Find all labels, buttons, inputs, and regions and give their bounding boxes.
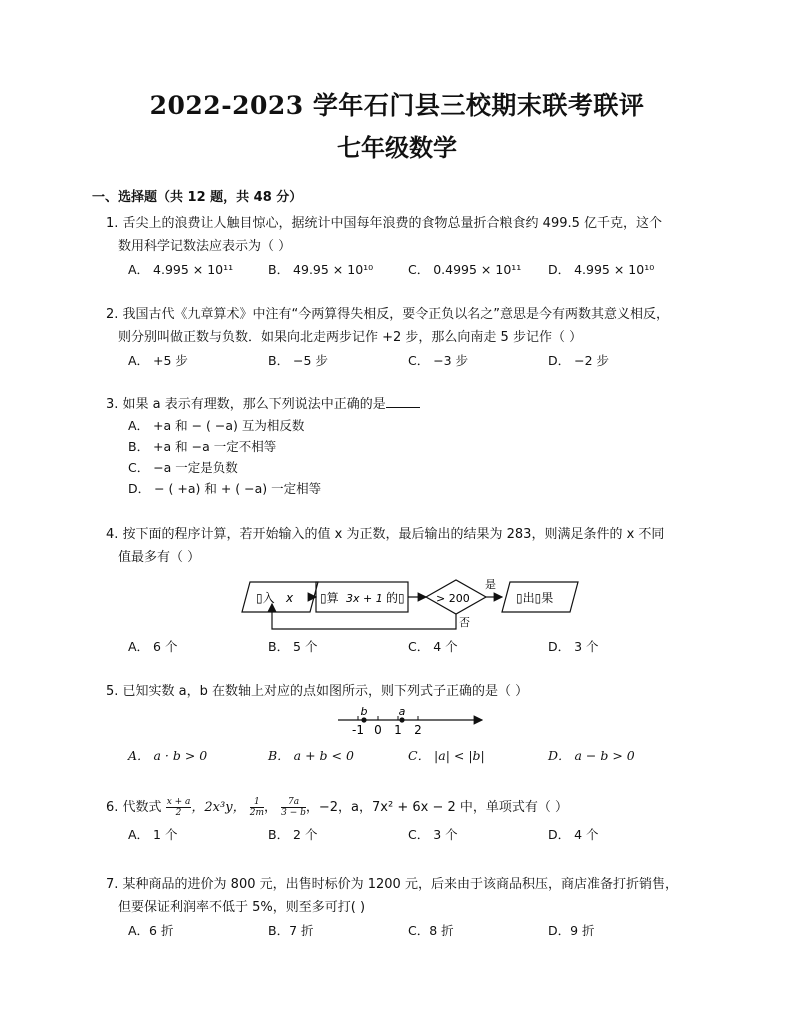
flow-compute-expr: 3x + 1: [346, 592, 383, 605]
option-c[interactable]: C． |a| < |b|: [408, 748, 485, 763]
option-a[interactable]: A．6 折: [128, 923, 174, 938]
option-d[interactable]: D． 3 个: [548, 639, 599, 654]
option-c[interactable]: C． 4 个: [408, 639, 458, 654]
option-d[interactable]: D． − ( +a) 和 + ( −a) 一定相等: [128, 481, 322, 496]
question-6-term2: ，2x³y，: [191, 800, 246, 815]
fraction-1-num: x + a: [166, 797, 191, 807]
option-c[interactable]: C． −3 步: [408, 353, 469, 368]
question-4-options: [106, 635, 716, 658]
flow-yes-label: 是: [485, 578, 496, 591]
question-6-prefix: 6. 代数式: [106, 800, 162, 815]
fraction-2-den: 2m: [249, 808, 264, 818]
option-a[interactable]: A． +5 步: [128, 353, 188, 368]
question-5-options: [106, 744, 716, 767]
section-heading: 一、选择题（共 12 题，共 48 分）: [92, 190, 303, 205]
number-line-point-b: [361, 717, 366, 722]
question-1-options: [106, 258, 716, 281]
question-2-options: [106, 349, 716, 372]
fraction-1: [166, 797, 192, 818]
question-4: [106, 523, 716, 569]
flow-input-label: ▯入: [256, 591, 275, 605]
page-subtitle: 七年级数学: [337, 133, 457, 162]
question-1-line1: 1. 舌尖上的浪费让人触目惊心，据统计中国每年浪费的食物总量折合粮食约 499.5 亿千克，这个: [106, 216, 663, 231]
option-c[interactable]: C． −a 一定是负数: [128, 460, 238, 475]
number-line-tick-label: 0: [374, 723, 382, 737]
flow-condition: > 200: [436, 592, 470, 605]
option-a[interactable]: A． +a 和 − ( −a) 互为相反数: [128, 418, 305, 433]
question-5-stem: 5. 已知实数 a，b 在数轴上对应的点如图所示，则下列式子正确的是（ ）: [106, 684, 529, 699]
question-6-sep2: ，: [263, 800, 277, 815]
question-7-options: [106, 919, 716, 942]
option-d[interactable]: D．9 折: [548, 923, 595, 938]
option-a[interactable]: A． 1 个: [128, 827, 178, 842]
flow-no-label: 否: [459, 616, 470, 629]
option-d[interactable]: D． a − b > 0: [548, 748, 635, 763]
fraction-3: [281, 797, 306, 818]
number-line-tick-label: -1: [352, 723, 364, 737]
question-7: [106, 873, 716, 942]
question-4-line2: 值最多有（ ）: [118, 550, 201, 565]
option-b[interactable]: B． 2 个: [268, 827, 318, 842]
answer-blank[interactable]: [386, 395, 420, 408]
option-c[interactable]: C．8 折: [408, 923, 454, 938]
question-6-suffix: ，−2，a，7x² + 6x − 2 中，单项式有（ ）: [305, 800, 569, 815]
fraction-2: [250, 797, 264, 818]
option-b[interactable]: B． 49.95 × 10¹⁰: [268, 262, 374, 277]
number-line-point-label: a: [398, 705, 406, 718]
question-6-options: [106, 823, 716, 846]
question-3-options: [106, 415, 716, 499]
question-5: [106, 680, 716, 703]
option-b[interactable]: B． −5 步: [268, 353, 328, 368]
flow-compute-suffix: 的▯: [386, 591, 405, 605]
question-4-option-row: [106, 635, 716, 658]
number-line-tick-label: 1: [394, 723, 402, 737]
question-7-line2: 但要保证利润率不低于 5%，则至多可打( ): [118, 900, 366, 915]
option-d[interactable]: D． 4 个: [548, 827, 599, 842]
question-1: [106, 212, 716, 281]
option-b[interactable]: B．7 折: [268, 923, 314, 938]
question-3: [106, 394, 716, 499]
question-6: [106, 796, 716, 846]
fraction-3-num: 7a: [281, 797, 306, 808]
fraction-2-num: 1: [250, 797, 264, 808]
option-d[interactable]: D． −2 步: [548, 353, 609, 368]
question-2-line1: 2. 我国古代《九章算术》中注有“今两算得失相反，要令正负以名之”意思是今有两数其意义相反，: [106, 307, 670, 322]
number-line: [330, 704, 490, 738]
number-line-tick-label: 2: [414, 723, 422, 737]
program-flowchart: [230, 574, 610, 634]
number-line-point-a: [399, 717, 404, 722]
option-b[interactable]: B． +a 和 −a 一定不相等: [128, 439, 277, 454]
question-2-line2: 则分别叫做正数与负数．如果向北走两步记作 +2 步，那么向南走 5 步记作（ ）: [118, 330, 583, 345]
option-a[interactable]: A． 6 个: [128, 639, 178, 654]
flow-output-label: ▯出▯果: [516, 591, 554, 605]
option-b[interactable]: B． a + b < 0: [268, 748, 354, 763]
option-c[interactable]: C． 3 个: [408, 827, 458, 842]
option-b[interactable]: B． 5 个: [268, 639, 318, 654]
question-7-line1: 7. 某种商品的进价为 800 元，出售时标价为 1200 元，后来由于该商品积压，商店准备打折销售，: [106, 877, 678, 892]
arrow-no-loop: [272, 604, 456, 629]
input-parallelogram: [242, 582, 318, 612]
fraction-1-den: 2: [175, 808, 182, 818]
option-d[interactable]: D． 4.995 × 10¹⁰: [548, 262, 655, 277]
question-5-option-row: [106, 744, 716, 767]
page-title: 2022-2023 学年石门县三校期末联考联评: [149, 91, 645, 120]
number-line-point-label: b: [360, 705, 368, 718]
option-a[interactable]: A． a · b > 0: [128, 748, 208, 763]
question-3-stem: 3. 如果 a 表示有理数，那么下列说法中正确的是: [106, 397, 386, 412]
flow-input-var: x: [286, 591, 294, 605]
flow-compute-label: ▯算: [320, 591, 339, 605]
question-4-line1: 4. 按下面的程序计算，若开始输入的值 x 为正数，最后输出的结果为 283，则满足条件的 x 不同: [106, 527, 665, 542]
question-2: [106, 303, 716, 372]
fraction-3-den: 3 − b: [281, 808, 306, 818]
question-1-line2: 数用科学记数法应表示为（ ）: [118, 239, 292, 254]
option-a[interactable]: A． 4.995 × 10¹¹: [128, 262, 234, 277]
option-c[interactable]: C． 0.4995 × 10¹¹: [408, 262, 522, 277]
